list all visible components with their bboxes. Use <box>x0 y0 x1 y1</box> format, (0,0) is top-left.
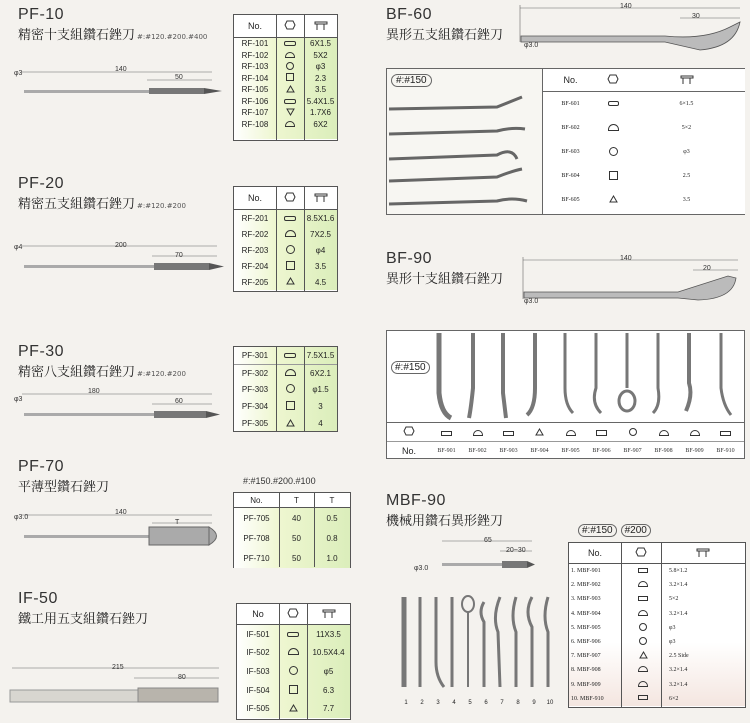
knife-shape-icon <box>286 108 295 116</box>
flat-shape-icon <box>638 568 648 573</box>
table-row-size: 3.2×1.4 <box>669 582 688 589</box>
table-row-size: 5×2 <box>669 596 679 603</box>
round-shape-icon <box>286 384 295 393</box>
table-row-size: 7X2.5 <box>310 229 331 239</box>
square-shape-icon <box>286 401 295 410</box>
table-row-size: 5×2 <box>681 125 692 131</box>
table-row-size: 6×1.5 <box>679 101 694 107</box>
caliper-icon <box>314 191 328 203</box>
table-row-no: 2. MBF-902 <box>571 582 601 589</box>
product-name: 異形五支組鑽石銼刀 <box>386 28 504 43</box>
hexagon-icon <box>287 608 299 618</box>
table-row-size: 7.5X1.5 <box>306 350 335 360</box>
table-row-size: 8.5X1.6 <box>306 213 335 223</box>
half-round-shape-icon <box>638 666 648 672</box>
product-code: PF-30 <box>18 343 65 360</box>
product-code: BF-60 <box>386 6 433 23</box>
length-dim: 140 <box>620 255 632 262</box>
length-dim: 140 <box>115 66 127 73</box>
grit-spec: #:#150.#200.#100 <box>243 476 316 486</box>
round-shape-icon <box>289 666 298 675</box>
hexagon-icon <box>284 20 296 30</box>
table-row-no: IF-505 <box>246 704 270 714</box>
table-row-thickness: 1.0 <box>326 553 338 563</box>
table-row-size: φ3 <box>669 639 676 646</box>
table-row-no: PF-305 <box>241 419 269 429</box>
triangle-shape-icon <box>286 85 295 93</box>
table-row-no: RF-101 <box>241 39 269 49</box>
grit-spec: #:#120.#200 <box>137 370 186 378</box>
half-round-shape-icon <box>659 430 669 436</box>
product-name: 精密十支組鑽石銼刀 <box>18 28 136 43</box>
table-row-size: φ3 <box>683 149 690 155</box>
table-row-no: IF-504 <box>246 685 270 695</box>
tip-dim: 50 <box>175 74 183 81</box>
table-row-size: φ3 <box>315 62 326 72</box>
table-row-size: 6X2.1 <box>310 368 331 378</box>
table-row-no: IF-501 <box>246 629 270 639</box>
flat-shape-icon <box>503 431 514 436</box>
table-row-no: PF-304 <box>241 402 269 412</box>
caliper-icon <box>322 607 336 619</box>
mbf90-files-image <box>392 592 562 712</box>
table-row-size: 3 <box>318 402 323 412</box>
dia-dim: φ3.0 <box>414 565 429 572</box>
mbf90-file-drawing <box>412 535 537 580</box>
table-row-no: 5. MBF-905 <box>571 624 601 631</box>
triangle-shape-icon <box>535 428 544 436</box>
half-round-shape-icon <box>566 430 576 436</box>
table-row-size: 3.5 <box>314 261 327 271</box>
tip-dim: 60 <box>175 398 183 405</box>
flat-shape-icon <box>638 695 648 700</box>
col-no: No. <box>401 445 416 456</box>
table-row-no: RF-108 <box>241 119 269 129</box>
table-row-size: 3.2×1.4 <box>669 681 688 688</box>
flat-shape-icon <box>441 431 452 436</box>
table-row-size: 4 <box>318 419 323 429</box>
tip-dim: 20 <box>703 265 711 272</box>
table-row-size: φ1.5 <box>312 385 329 395</box>
half-round-shape-icon <box>285 230 296 237</box>
item-label: BF-909 <box>685 447 704 454</box>
table-row-size: 3.5 <box>682 197 691 203</box>
table-row-size: 5X2 <box>313 50 328 60</box>
bf90-spec-panel <box>386 330 745 459</box>
tip-dim: 30 <box>692 13 700 20</box>
bf60-spec-panel <box>386 68 745 215</box>
table-row-size: 11X3.5 <box>316 629 341 639</box>
tip-dim: 20~30 <box>506 547 526 554</box>
table-row-no: RF-102 <box>241 50 269 60</box>
square-shape-icon <box>609 171 618 180</box>
tip-dim: 80 <box>178 674 186 681</box>
table-row-size: 6X2 <box>313 119 328 129</box>
if50-section <box>18 590 148 627</box>
product-name: 精密五支組鑽石銼刀 <box>18 197 136 212</box>
table-row-no: PF-708 <box>243 533 270 543</box>
table-row-no: RF-106 <box>241 96 269 106</box>
item-label: BF-902 <box>468 447 487 454</box>
product-code: IF-50 <box>18 590 58 607</box>
table-row-no: 6. MBF-906 <box>571 639 601 646</box>
table-row-size: 1.7X6 <box>310 108 331 118</box>
half-round-shape-icon <box>473 430 483 436</box>
dia-dim: φ3.0 <box>14 514 29 521</box>
item-label: BF-910 <box>716 447 735 454</box>
flat-shape-icon <box>284 353 296 358</box>
length-dim: 180 <box>88 388 100 395</box>
half-round-shape-icon <box>288 648 299 655</box>
triangle-shape-icon <box>289 704 298 712</box>
dia-dim: φ4 <box>14 244 23 251</box>
half-round-shape-icon <box>690 430 700 436</box>
pf30-spec-table <box>233 346 338 432</box>
col-no: No <box>252 609 264 619</box>
table-row-size: φ4 <box>315 245 326 255</box>
col-no: No. <box>563 75 578 85</box>
grit-spec: #:#120.#200.#400 <box>137 33 208 41</box>
item-number: 4 <box>452 700 456 706</box>
half-round-shape-icon <box>285 369 296 376</box>
length-dim: 65 <box>484 537 492 544</box>
table-row-size: 6.3 <box>322 685 335 695</box>
hexagon-icon <box>284 192 296 202</box>
table-row-size: 2.3 <box>314 73 327 83</box>
half-round-shape-icon <box>638 610 648 616</box>
product-name: 機械用鑽石異形銼刀 <box>386 514 504 529</box>
table-row-size: φ3 <box>669 624 676 631</box>
round-shape-icon <box>639 637 647 645</box>
table-row-no: 3. MBF-903 <box>571 596 601 603</box>
table-row-length: 40 <box>292 513 301 523</box>
item-number: 9 <box>532 700 536 706</box>
table-row-size: 3.5 <box>314 85 327 95</box>
pf30-section <box>18 343 186 380</box>
bf60-file-drawing <box>515 2 745 57</box>
table-row-size: 10.5X4.4 <box>312 648 345 658</box>
item-label: BF-908 <box>654 447 673 454</box>
half-round-shape-icon <box>285 121 295 127</box>
table-row-no: BF-603 <box>561 149 580 155</box>
table-row-no: 9. MBF-909 <box>571 681 601 688</box>
product-name: 平薄型鑽石銼刀 <box>18 480 110 495</box>
round-shape-icon <box>639 623 647 631</box>
table-row-size: 6X1.5 <box>310 39 331 49</box>
table-row-no: IF-502 <box>246 648 270 658</box>
table-row-no: RF-205 <box>241 277 269 287</box>
col-no: No. <box>250 495 263 505</box>
item-label: BF-901 <box>437 447 456 454</box>
bf60-files-image <box>387 89 537 214</box>
length-dim: 140 <box>115 509 127 516</box>
table-row-no: PF-710 <box>243 553 270 563</box>
table-row-no: 10. MBF-910 <box>571 695 604 702</box>
item-number: 2 <box>420 700 424 706</box>
length-dim: 200 <box>115 242 127 249</box>
table-row-thickness: 0.8 <box>326 533 338 543</box>
table-row-no: RF-203 <box>241 245 269 255</box>
table-row-no: BF-604 <box>561 173 580 179</box>
bf90-section <box>386 250 503 287</box>
bf90-files-image <box>431 333 741 421</box>
table-row-size: 5.4X1.5 <box>306 96 335 106</box>
half-round-shape-icon <box>638 681 648 687</box>
product-code: PF-10 <box>18 6 65 23</box>
hexagon-icon <box>403 426 415 436</box>
flat-shape-icon <box>638 596 648 601</box>
table-row-no: PF-302 <box>241 368 269 378</box>
col-t2: T <box>329 495 335 505</box>
pf20-spec-table <box>233 186 338 292</box>
grit-spec: #:#150 <box>391 361 430 374</box>
caliper-icon <box>314 19 328 31</box>
pf70-section <box>18 458 109 495</box>
table-row-no: 8. MBF-908 <box>571 667 601 674</box>
table-row-no: PF-303 <box>241 385 269 395</box>
if50-spec-table <box>236 603 351 720</box>
table-row-size: 3.2×1.4 <box>669 667 688 674</box>
product-code: MBF-90 <box>386 492 446 509</box>
hexagon-icon <box>635 547 647 557</box>
mbf90-item-numbers <box>398 700 568 706</box>
pf20-section <box>18 175 186 212</box>
dia-dim: φ3 <box>14 70 23 77</box>
table-row-no: RF-204 <box>241 261 269 271</box>
item-label: BF-906 <box>592 447 611 454</box>
pf10-spec-table <box>233 14 338 141</box>
mbf90-grit <box>578 524 651 537</box>
item-number: 5 <box>468 700 472 706</box>
table-row-length: 50 <box>292 533 301 543</box>
table-row-no: RF-103 <box>241 62 269 72</box>
tip-dim: 70 <box>175 252 183 259</box>
col-no: No. <box>247 193 262 203</box>
mbf90-spec-table <box>568 542 746 708</box>
dia-dim: φ3.0 <box>524 298 539 305</box>
square-shape-icon <box>286 261 295 270</box>
item-label: BF-905 <box>561 447 580 454</box>
flat-shape-icon <box>284 99 296 104</box>
table-row-no: 4. MBF-904 <box>571 610 601 617</box>
table-row-size: 5.8×1.2 <box>669 568 688 575</box>
round-shape-icon <box>286 62 294 70</box>
table-row-size: φ5 <box>323 666 334 676</box>
table-row-no: RF-107 <box>241 108 269 118</box>
table-row-no: RF-201 <box>241 213 269 223</box>
flat-shape-icon <box>596 430 607 436</box>
grit-spec: #:#150 <box>391 74 432 87</box>
col-no: No. <box>247 21 262 31</box>
caliper-icon <box>680 73 694 85</box>
table-row-no: BF-605 <box>561 197 580 203</box>
item-number: 3 <box>436 700 440 706</box>
item-label: BF-904 <box>530 447 549 454</box>
caliper-icon <box>696 546 710 558</box>
col-no: No. <box>587 548 602 558</box>
triangle-shape-icon <box>286 277 295 285</box>
product-name: 異形十支組鑽石銼刀 <box>386 272 504 287</box>
product-name: 鐵工用五支組鑽石銼刀 <box>18 612 149 627</box>
product-code: PF-20 <box>18 175 65 192</box>
table-row-size: 2.5 <box>682 173 691 179</box>
round-shape-icon <box>609 147 618 156</box>
bf90-file-drawing <box>518 254 743 309</box>
item-number: 6 <box>484 700 488 706</box>
table-row-no: RF-202 <box>241 229 269 239</box>
flat-shape-icon <box>720 431 731 436</box>
table-row-no: PF-301 <box>241 350 269 360</box>
dia-dim: φ3 <box>14 396 23 403</box>
table-row-size: 4.5 <box>314 277 327 287</box>
grit-spec: #:#120.#200 <box>137 202 186 210</box>
table-row-size: 6×2 <box>669 695 679 702</box>
table-row-no: PF-705 <box>243 513 270 523</box>
flat-shape-icon <box>287 632 299 637</box>
pf30-file-drawing <box>12 386 232 426</box>
flat-shape-icon <box>284 216 296 221</box>
table-row-no: RF-105 <box>241 85 269 95</box>
square-shape-icon <box>289 685 298 694</box>
table-row-size: 2.5 Side <box>669 653 689 660</box>
half-round-shape-icon <box>285 52 295 58</box>
round-shape-icon <box>629 428 637 436</box>
flat-shape-icon <box>284 41 296 46</box>
triangle-shape-icon <box>639 651 648 659</box>
flat-shape-icon <box>608 101 619 106</box>
item-number: 8 <box>516 700 520 706</box>
grit-spec: #:#150 <box>578 524 617 537</box>
table-row-size: 3.2×1.4 <box>669 610 688 617</box>
product-code: BF-90 <box>386 250 433 267</box>
table-row-no: 1. MBF-901 <box>571 568 601 575</box>
item-number: 1 <box>404 700 408 706</box>
triangle-shape-icon <box>286 419 295 427</box>
item-label: BF-903 <box>499 447 518 454</box>
round-shape-icon <box>286 245 295 254</box>
item-number: 7 <box>500 700 504 706</box>
table-row-size: 7.7 <box>322 704 335 714</box>
triangle-shape-icon <box>609 195 618 203</box>
half-round-shape-icon <box>608 124 619 131</box>
table-row-length: 50 <box>292 553 301 563</box>
table-row-no: 7. MBF-907 <box>571 653 601 660</box>
grit-spec-alt: #200 <box>621 524 651 537</box>
square-shape-icon <box>286 73 294 81</box>
bf60-section <box>386 6 503 43</box>
product-code: PF-70 <box>18 458 65 475</box>
table-row-no: IF-503 <box>246 666 270 676</box>
pf70-spec-table <box>233 492 351 568</box>
col-t1: T <box>294 495 299 505</box>
mbf90-section <box>386 492 503 529</box>
hexagon-icon <box>607 74 619 84</box>
tip-dim: T <box>175 519 180 526</box>
table-row-thickness: 0.5 <box>326 513 338 523</box>
table-row-no: BF-602 <box>561 125 580 131</box>
half-round-shape-icon <box>638 581 648 587</box>
length-dim: 215 <box>112 664 124 671</box>
item-number: 10 <box>546 700 554 706</box>
dia-dim: φ3.0 <box>524 42 539 49</box>
table-row-no: RF-104 <box>241 73 269 83</box>
product-name: 精密八支組鑽石銼刀 <box>18 365 136 380</box>
item-label: BF-907 <box>623 447 642 454</box>
length-dim: 140 <box>620 3 632 10</box>
table-row-no: BF-601 <box>561 101 580 107</box>
pf10-section <box>18 6 207 43</box>
